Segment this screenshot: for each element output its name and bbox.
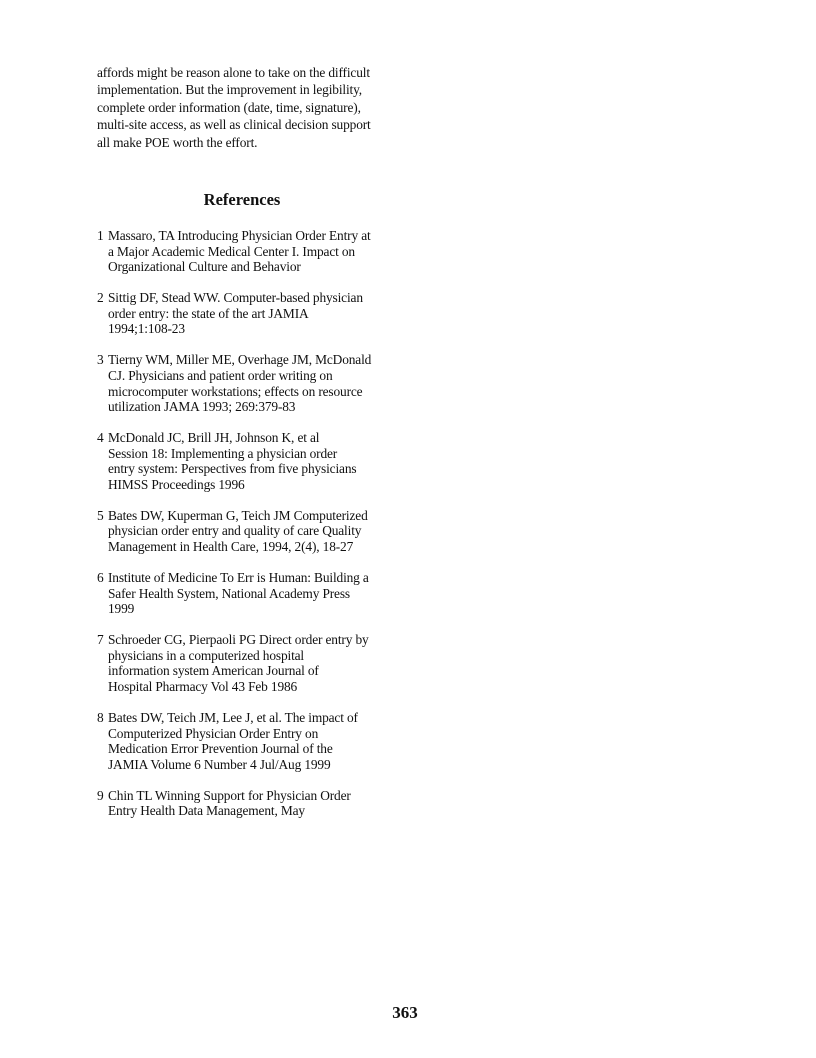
reference-line: Management in Health Care, 1994, 2(4), 18-27 — [108, 539, 354, 555]
intro-line: complete order information (date, time, signature), — [97, 99, 361, 115]
reference-line: information system American Journal of — [108, 663, 319, 679]
reference-line: Entry Health Data Management, May — [108, 803, 305, 819]
reference-line: microcomputer workstations; effects on resource — [108, 383, 363, 399]
reference-line — [97, 632, 397, 648]
reference-number: 3 — [97, 352, 104, 368]
reference-line — [97, 570, 397, 586]
reference-line: Computerized Physician Order Entry on — [108, 725, 319, 741]
reference-text: Institute of Medicine To Err is Human: Building a — [108, 570, 369, 586]
reference-item — [97, 570, 397, 617]
reference-text: Tierny WM, Miller ME, Overhage JM, McDonald — [108, 352, 372, 368]
reference-text: Bates DW, Teich JM, Lee J, et al. The impact of — [108, 709, 358, 725]
reference-line: Safer Health System, National Academy Press — [108, 585, 350, 601]
reference-line: 1999 — [108, 601, 135, 617]
reference-line: a Major Academic Medical Center I. Impact on — [108, 243, 355, 259]
reference-line: entry system: Perspectives from five physicians — [108, 461, 357, 477]
reference-number: 2 — [97, 290, 104, 306]
reference-number: 5 — [97, 507, 104, 523]
reference-text: Chin TL Winning Support for Physician Order — [108, 787, 351, 803]
reference-item — [97, 710, 397, 772]
reference-line — [97, 508, 397, 524]
references-heading: References — [203, 190, 281, 209]
reference-number: 8 — [97, 709, 104, 725]
reference-number: 4 — [97, 430, 104, 446]
intro-line: multi-site access, as well as clinical decision support — [97, 117, 371, 133]
reference-line — [97, 228, 397, 244]
reference-line — [97, 788, 397, 804]
intro-paragraph — [97, 64, 397, 151]
reference-line: CJ. Physicians and patient order writing on — [108, 367, 333, 383]
reference-line: Session 18: Implementing a physician order — [108, 445, 338, 461]
reference-line — [97, 430, 397, 446]
reference-item — [97, 508, 397, 555]
reference-list — [97, 228, 397, 834]
reference-text: Bates DW, Kuperman G, Teich JM Computerized — [108, 507, 368, 523]
reference-item — [97, 228, 397, 275]
reference-item — [97, 352, 397, 414]
reference-item — [97, 632, 397, 694]
intro-line: all make POE worth the effort. — [97, 134, 258, 150]
reference-line: physicians in a computerized hospital — [108, 647, 305, 663]
intro-line: implementation. But the improvement in legibility, — [97, 82, 362, 98]
reference-text: Sittig DF, Stead WW. Computer-based physician — [108, 290, 363, 306]
reference-line: Organizational Culture and Behavior — [108, 259, 301, 275]
reference-number: 1 — [97, 228, 104, 243]
intro-line: affords might be reason alone to take on the difficult — [97, 65, 370, 80]
reference-item — [97, 290, 397, 337]
reference-line — [97, 290, 397, 306]
reference-line: Hospital Pharmacy Vol 43 Feb 1986 — [108, 679, 298, 694]
reference-item — [97, 788, 397, 819]
reference-line: Medication Error Prevention Journal of the — [108, 741, 333, 757]
reference-line: order entry: the state of the art JAMIA — [108, 305, 309, 321]
reference-line: 1994;1:108-23 — [108, 321, 185, 337]
reference-item — [97, 430, 397, 492]
reference-text: Schroeder CG, Pierpaoli PG Direct order entry by — [108, 632, 369, 648]
reference-number: 7 — [97, 632, 104, 648]
reference-line — [97, 710, 397, 726]
reference-number: 6 — [97, 570, 104, 586]
reference-text: Massaro, TA Introducing Physician Order Entry at — [108, 228, 371, 243]
reference-line: physician order entry and quality of care Quality — [108, 523, 362, 539]
reference-line: utilization JAMA 1993; 269:379-83 — [108, 399, 296, 415]
reference-number: 9 — [97, 787, 104, 803]
reference-line: JAMIA Volume 6 Number 4 Jul/Aug 1999 — [108, 756, 331, 772]
reference-text: McDonald JC, Brill JH, Johnson K, et al — [108, 430, 320, 446]
page-number: 363 — [392, 1003, 418, 1022]
reference-line — [97, 352, 397, 368]
reference-line: HIMSS Proceedings 1996 — [108, 476, 245, 492]
